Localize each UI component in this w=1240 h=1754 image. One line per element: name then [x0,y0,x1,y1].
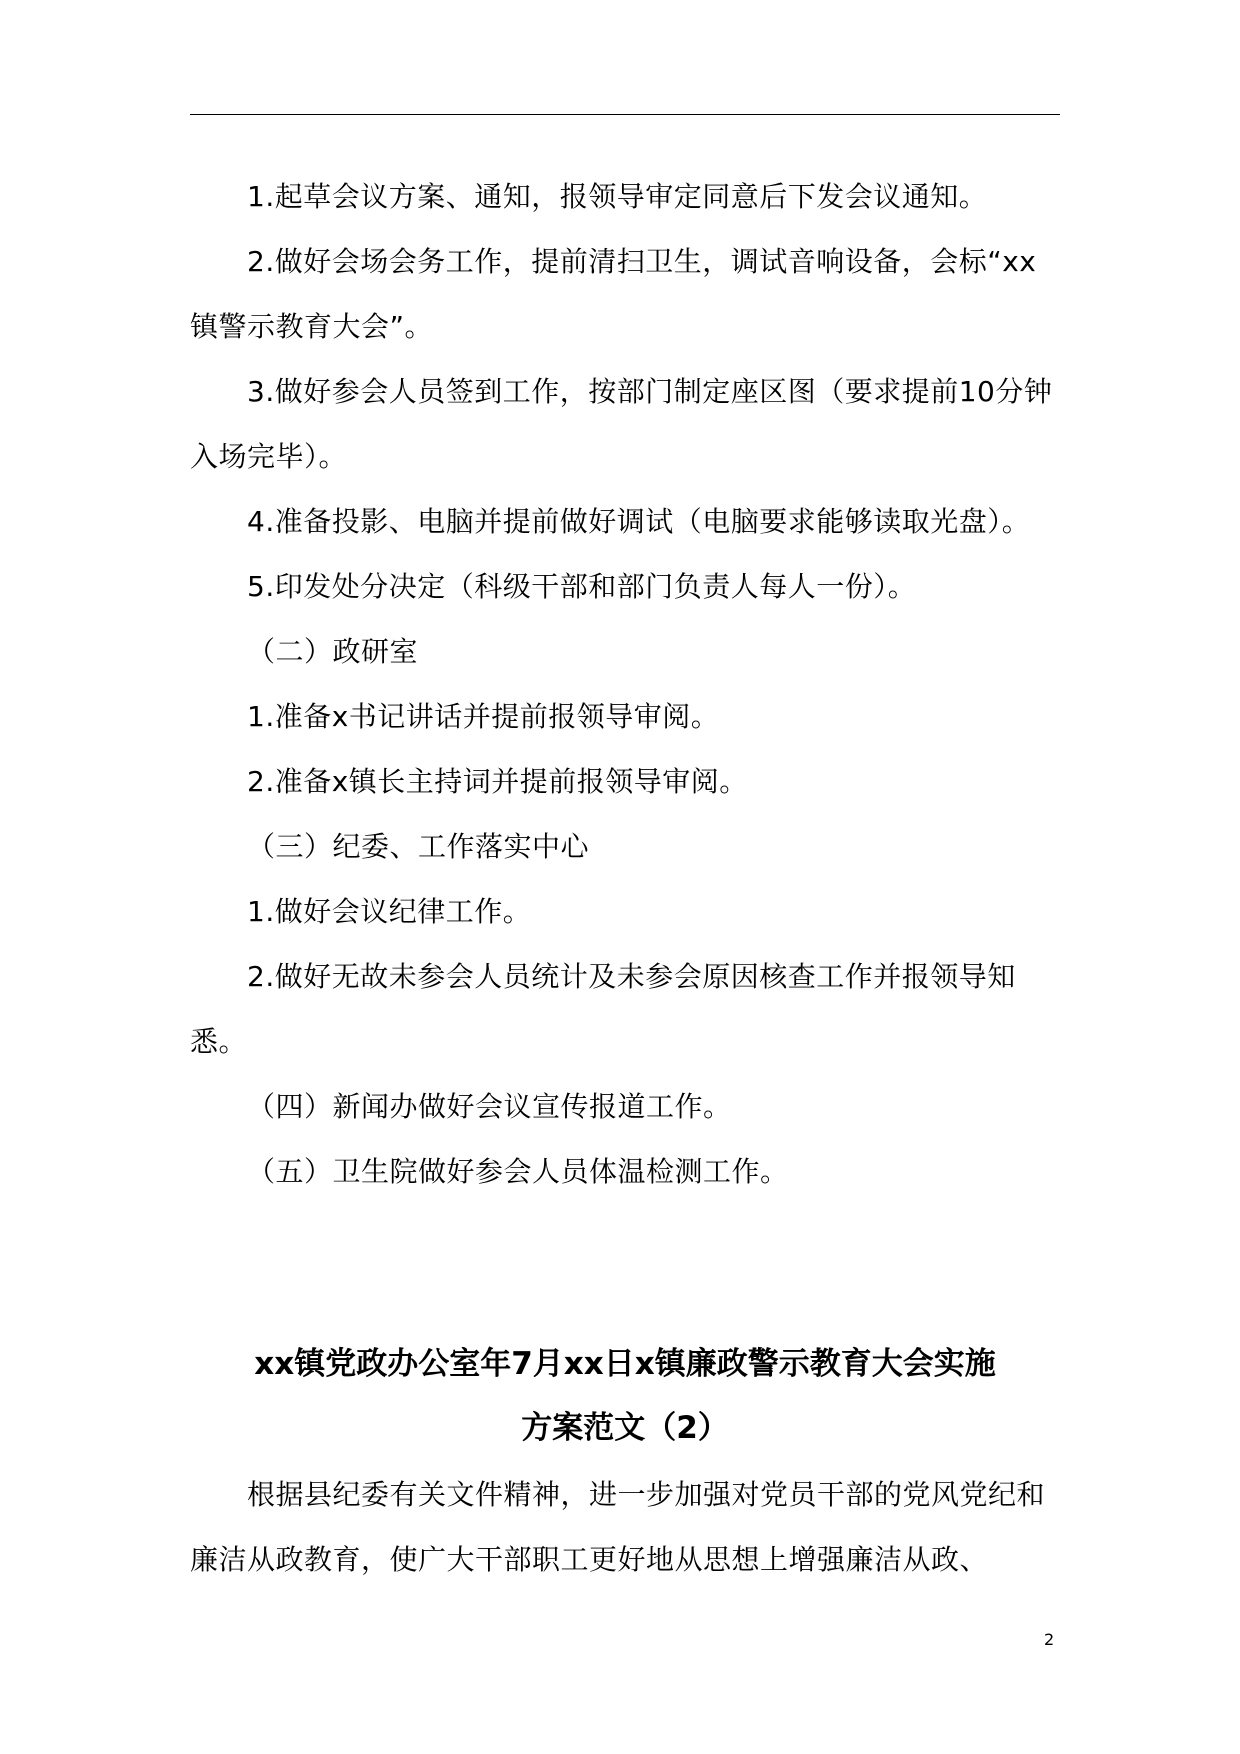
section-heading-2: （二）政研室 [247,635,419,668]
paragraph-5: 5.印发处分决定（科级干部和部门负责人每人一份）。 [247,570,917,603]
paragraph-1: 1.起草会议方案、通知，报领导审定同意后下发会议通知。 [247,180,988,213]
paragraph-2: 2.做好会场会务工作，提前清扫卫生，调试音响设备，会标“xx镇警示教育大会”。 [190,245,1037,343]
paragraph-4: 4.准备投影、电脑并提前做好调试（电脑要求能够读取光盘）。 [247,505,1031,538]
paragraph-8: 1.做好会议纪律工作。 [247,895,532,928]
document-title-line-2: 方案范文（2） [521,1410,729,1446]
document-title-line-1: xx镇党政办公室年7月xx日x镇廉政警示教育大会实施 [254,1346,996,1382]
page-number: 2 [1044,1630,1055,1649]
section-heading-5: （五）卫生院做好参会人员体温检测工作。 [247,1155,789,1188]
intro-paragraph: 根据县纪委有关文件精神，进一步加强对党员干部的党风党纪和廉洁从政教育，使广大干部职工更好地从思想上增强廉洁从政、 [190,1478,1046,1576]
paragraph-9: 2.做好无故未参会人员统计及未参会原因核查工作并报领导知悉。 [190,960,1016,1058]
section-heading-3: （三）纪委、工作落实中心 [247,830,590,863]
paragraph-3: 3.做好参会人员签到工作，按部门制定座区图（要求提前10分钟入场完毕）。 [190,375,1053,473]
section-heading-4: （四）新闻办做好会议宣传报道工作。 [247,1090,732,1123]
paragraph-7: 2.准备x镇长主持词并提前报领导审阅。 [247,765,748,798]
paragraph-6: 1.准备x书记讲话并提前报领导审阅。 [247,700,720,733]
header-rule [190,114,1060,115]
